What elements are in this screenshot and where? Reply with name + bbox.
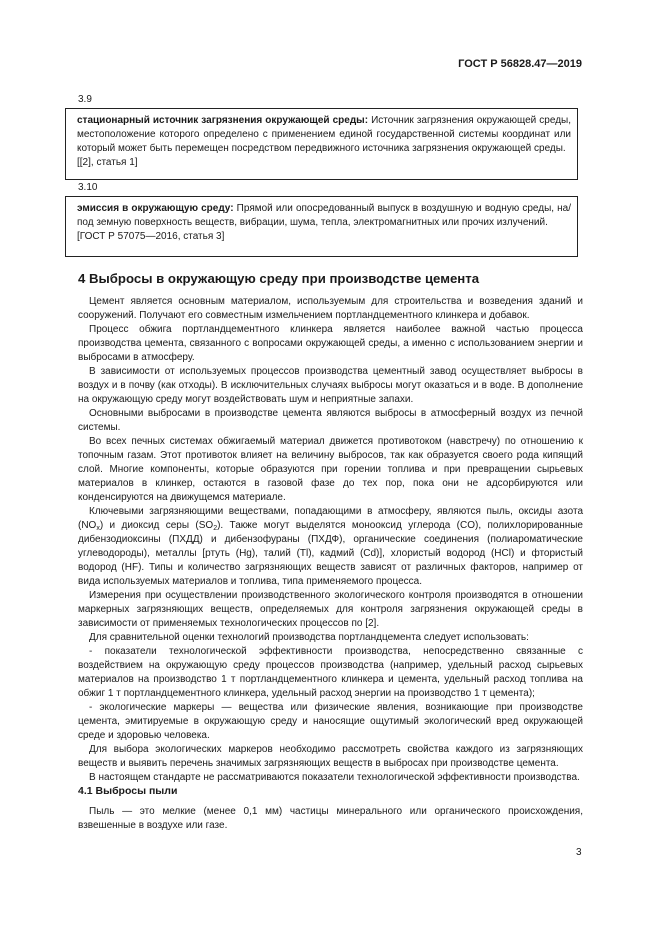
term-definition-box: [65, 196, 578, 257]
section-heading: 4 Выбросы в окружающую среду при производстве цемента: [78, 271, 480, 286]
pollutants-paragraph: Ключевыми загрязняющими веществами, попадающими в атмосферу, являются пыль, оксиды азота $(NO_x)$ и диоксид серы $(SO_2)$. Также могут выделятся монооксид углерода (CO), полихлорированные дибензодиоксины (ПХДД) и дибензофураны (ПХДФ), органические соединения (полиароматические углеводороды), металлы [ртуть (Hg), талий (Tl), кадмий (Cd)], хлористый водород (HCl) и фтористый водород (HF). Типы и количество загрязняющих веществ зависят от различных факторов, например от вида используемых материалов и топлива, типа применяемого процесса.: [78, 506, 583, 587]
paragraph: Для сравнительной оценки технологий производства портландцемента следует использовать:: [89, 632, 529, 643]
list-item: - показатели технологической эффективности производства, непосредственно связанные с воздействием на окружающую среду процессов производства (например, удельный расход сырьевых материалов на производство 1 т портландцементного клинкера и цемента, удельный расход топлива на обжиг 1 т портландцементного клинкера, удельный расход энергии на производство 1 т цемента);: [78, 646, 583, 699]
term-source: [[2], статья 1]: [77, 157, 138, 168]
term-title: эмиссия в окружающую среду:: [77, 203, 234, 214]
subsection-body: [78, 805, 583, 833]
term-number: 3.10: [78, 182, 98, 193]
paragraph: Пыль — это мелкие (менее 0,1 мм) частицы минерального или органического происхождения, взвешенные в воздухе или газе.: [78, 806, 583, 831]
term-source: [ГОСТ Р 57075—2016, статья 3]: [77, 231, 225, 242]
term-title: стационарный источник загрязнения окружающей среды:: [77, 115, 369, 126]
standard-designation: ГОСТ Р 56828.47—2019: [458, 58, 582, 70]
list-item: - экологические маркеры — вещества или физические явления, возникающие при производстве цемента, эмитируемые в окружающую среду и наносящие ощутимый экологический вред окружающей среде и здоровью человека.: [78, 702, 583, 741]
subsection-heading: 4.1 Выбросы пыли: [78, 785, 178, 797]
paragraph: Измерения при осуществлении производственного экологического контроля производятся в отношении маркерных загрязняющих веществ, определяемых для контроля загрязнения окружающей среды в зависимости от применяемых технологических процессов по [2].: [78, 590, 583, 629]
paragraph: Процесс обжига портландцементного клинкера является наиболее важной частью процесса производства цемента, связанного с вопросами окружающей среды, а именно с использованием энергии и выбросами в атмосферу.: [78, 324, 583, 363]
page-number: 3: [576, 847, 582, 858]
paragraph: Во всех печных системах обжигаемый материал движется противотоком (навстречу) по отношению к топочным газам. Этот противоток влияет на величину выбросов, так как образуется своего рода кипящий слой. Многие компоненты, которые образуются при горении топлива и при превращении сырьевых материалов в клинкер, остаются в газовой фазе до тех пор, пока они не адсорбируются или конденсируются на движущемся материале.: [78, 436, 583, 503]
paragraph: Для выбора экологических маркеров необходимо рассмотреть свойства каждого из загрязняющих веществ и выявить перечень значимых загрязняющих веществ в выбросах при производстве цемента.: [78, 744, 583, 769]
paragraph: Цемент является основным материалом, используемым для строительства и возведения зданий и сооружений. Получают его совместным измельчением портландцементного клинкера и добавок.: [78, 296, 583, 321]
term-definition: Прямой или опосредованный выпуск в воздушную и водную среды, на/под земную поверхность веществ, вибрации, шума, тепла, электромагнитных или прочих излучений.: [77, 203, 571, 228]
term-number: 3.9: [78, 94, 92, 105]
paragraph: В настоящем стандарте не рассматриваются показатели технологической эффективности производства.: [89, 772, 580, 783]
term-definition-box: [65, 108, 578, 180]
section-body: [78, 295, 583, 785]
paragraph: Основными выбросами в производстве цемента являются выбросы в атмосферный воздух из печной системы.: [78, 408, 583, 433]
paragraph: В зависимости от используемых процессов производства цементный завод осуществляет выбросы в воздух и в почву (как отходы). В исключительных случаях выбросы могут оказаться и в воде. В дополнение на окружающую среду могут воздействовать шум и неприятные запахи.: [78, 366, 583, 405]
term-definition: Источник загрязнения окружающей среды, местоположение которого определено с применением единой государственной системы координат или который может быть перемещен посредством передвижного источника загрязнения окружающей среды.: [77, 115, 571, 154]
